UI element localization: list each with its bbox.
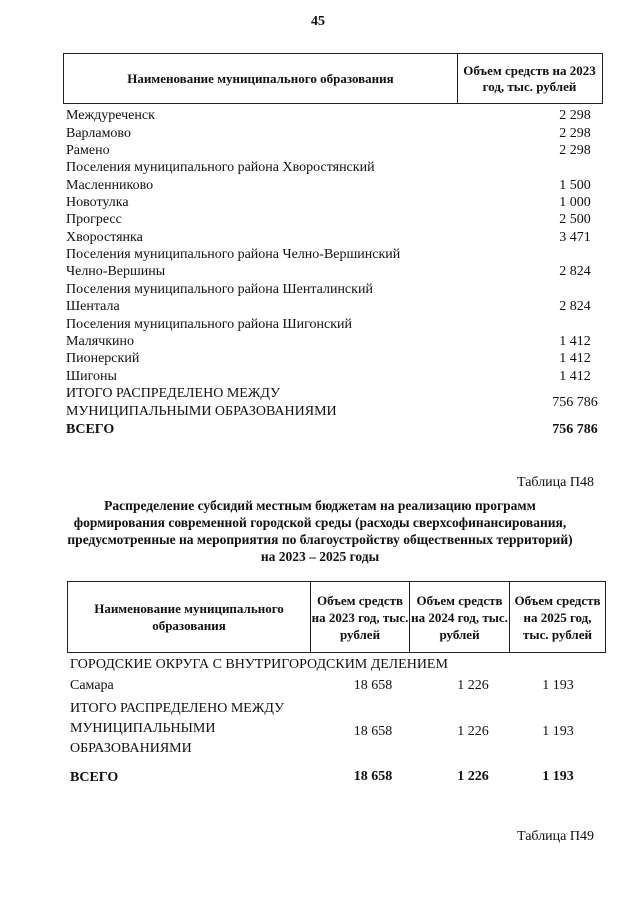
row-value: 1 412 <box>559 369 591 384</box>
table-row <box>66 229 596 246</box>
table48-label: Таблица П48 <box>517 475 594 490</box>
table48-section: ГОРОДСКИЕ ОКРУГА С ВНУТРИГОРОДСКИМ ДЕЛЕНИЕМ <box>70 657 448 672</box>
total-row <box>66 421 596 438</box>
table49-label: Таблица П49 <box>517 829 594 844</box>
table48-distributed-line1: ИТОГО РАСПРЕДЕЛЕНО МЕЖДУ <box>70 701 284 716</box>
row-value: 2 824 <box>559 299 591 314</box>
table48-total-label: ВСЕГО <box>70 770 119 785</box>
total-value: 756 786 <box>552 422 598 437</box>
table48-header-2024: Объем средств на 2024 год, тыс. рублей <box>410 582 510 652</box>
table-row <box>66 298 596 315</box>
table48-samara-2025: 1 193 <box>542 678 574 693</box>
table48-samara-2023: 18 658 <box>353 678 393 693</box>
distributed-label-line2: МУНИЦИПАЛЬНЫМИ ОБРАЗОВАНИЯМИ <box>66 404 337 419</box>
table48-distributed-2025: 1 193 <box>542 724 574 739</box>
table48-total-2025: 1 193 <box>542 769 574 784</box>
table-row <box>66 194 596 211</box>
row-value: 2 824 <box>559 264 591 279</box>
table-row <box>66 350 596 367</box>
table1-header <box>63 53 603 104</box>
table-row <box>66 316 596 333</box>
row-name: Шигоны <box>66 369 117 384</box>
table-row <box>66 368 596 385</box>
table-row <box>66 281 596 298</box>
distributed-label-line1: ИТОГО РАСПРЕДЕЛЕНО МЕЖДУ <box>66 386 280 401</box>
row-value: 1 000 <box>559 195 591 210</box>
table48-total-2024: 1 226 <box>457 769 489 784</box>
row-name: Рамено <box>66 143 110 158</box>
row-name: Поселения муниципального района Шигонский <box>66 317 353 332</box>
row-value: 2 500 <box>559 212 591 227</box>
table-row <box>66 246 596 263</box>
row-value: 2 298 <box>559 143 591 158</box>
table48-distributed-line3: ОБРАЗОВАНИЯМИ <box>70 741 192 756</box>
total-label: ВСЕГО <box>66 422 115 437</box>
row-value: 2 298 <box>559 108 591 123</box>
table48-samara-name: Самара <box>70 678 114 693</box>
row-name: Хворостянка <box>66 230 143 245</box>
table-row <box>66 211 596 228</box>
row-name: Поселения муниципального района Челно-Вершинский <box>66 247 401 262</box>
row-name: Прогресс <box>66 212 122 227</box>
table48-header <box>67 581 606 653</box>
row-value: 1 500 <box>559 178 591 193</box>
row-name: Пионерский <box>66 351 140 366</box>
distributed-value: 756 786 <box>552 395 598 410</box>
row-name: Новотулка <box>66 195 129 210</box>
table-row <box>66 263 596 280</box>
table48-distributed-2024: 1 226 <box>457 724 489 739</box>
row-value: 1 412 <box>559 334 591 349</box>
table-row <box>66 333 596 350</box>
table48-distributed-line2: МУНИЦИПАЛЬНЫМИ <box>70 721 216 736</box>
distributed-value-row <box>66 394 596 411</box>
row-name: Поселения муниципального района Шенталинский <box>66 282 373 297</box>
table-row <box>66 125 596 142</box>
table-row <box>66 142 596 159</box>
row-value: 1 412 <box>559 351 591 366</box>
table48-distributed-2023: 18 658 <box>353 724 393 739</box>
table-row <box>66 177 596 194</box>
row-name: Челно-Вершины <box>66 264 166 279</box>
row-name: Поселения муниципального района Хворостянский <box>66 160 375 175</box>
row-name: Варламово <box>66 126 131 141</box>
table48-header-2025: Объем средств на 2025 год, тыс. рублей <box>514 592 601 642</box>
table1-header-name: Наименование муниципального образования <box>64 54 458 103</box>
table48-samara-2024: 1 226 <box>457 678 489 693</box>
row-value: 3 471 <box>559 230 591 245</box>
table1-header-volume: Объем средств на 2023 год, тыс. рублей <box>463 62 596 94</box>
table48-total-2023: 18 658 <box>353 769 393 784</box>
row-name: Масленниково <box>66 178 154 193</box>
row-name: Малячкино <box>66 334 135 349</box>
row-value: 2 298 <box>559 126 591 141</box>
table48-header-name: Наименование муниципального образования <box>68 582 311 652</box>
table48-title: Распределение субсидий местным бюджетам на реализацию программ формирования современной городской среды (расходы сверхсофинансирования, предусмотренные на мероприятия по благоустройству общественных территорий) на 2023 – 2025 годы <box>67 498 573 564</box>
row-name: Шентала <box>66 299 120 314</box>
table48-header-2023: Объем средств на 2023 год, тыс. рублей <box>311 582 410 652</box>
table-row <box>66 159 596 176</box>
row-name: Междуреченск <box>66 108 155 123</box>
table-row <box>66 107 596 124</box>
page-number: 45 <box>311 14 325 29</box>
